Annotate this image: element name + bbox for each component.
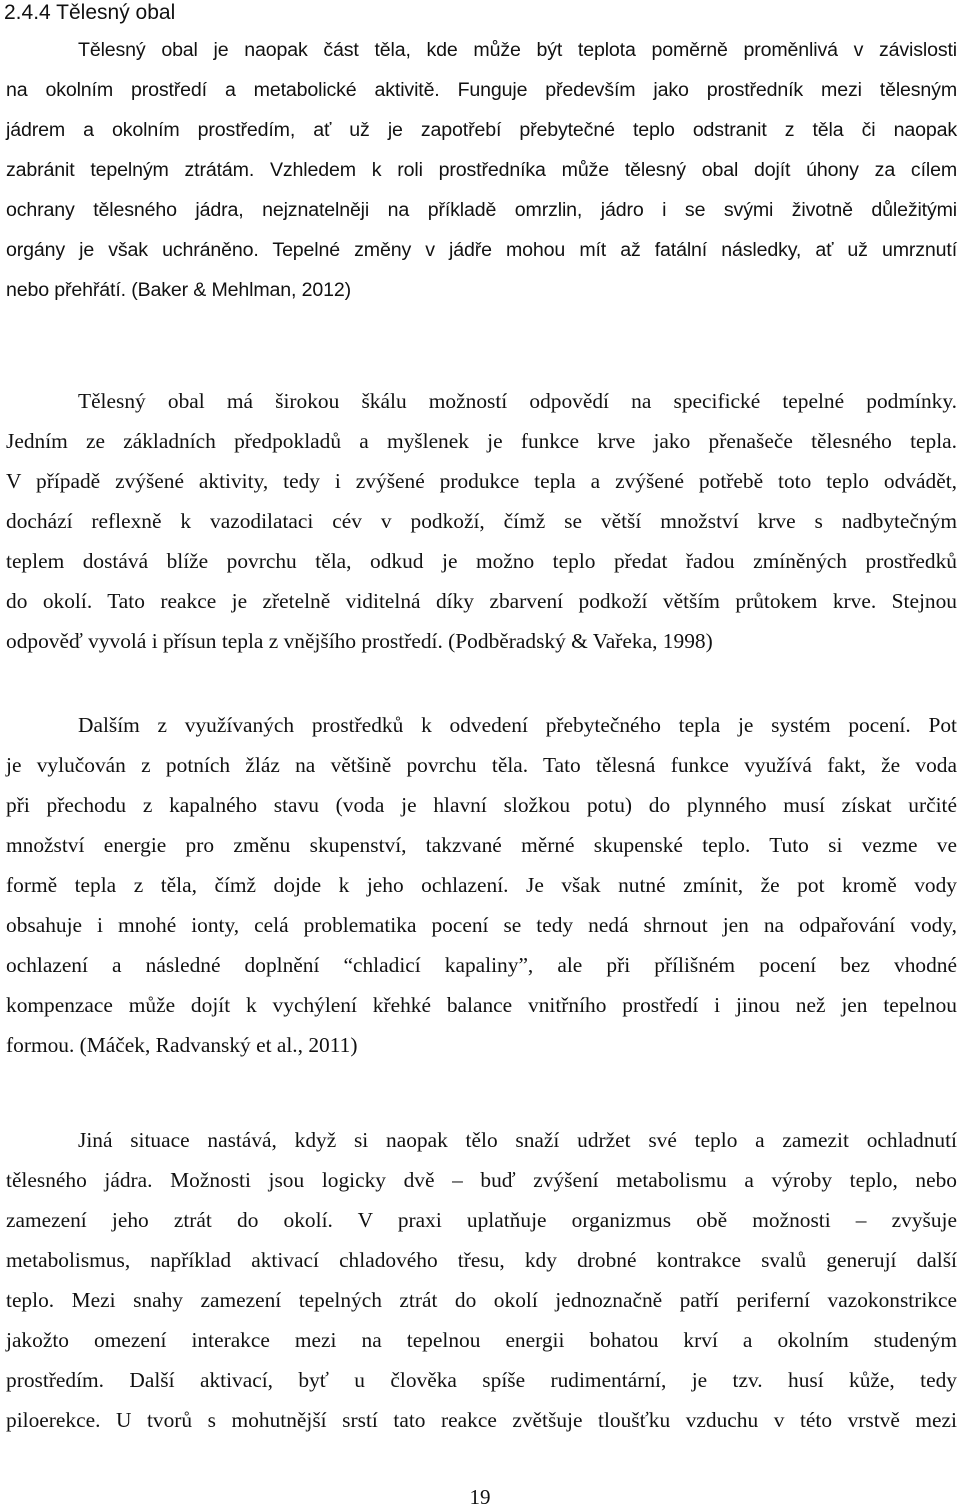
paragraph-line: kompenzace může dojít k vychýlení křehké balance vnitřního prostředí i jinou než jen tepelnou (6, 993, 957, 1017)
paragraph-4 (6, 1120, 957, 1440)
paragraph-3 (6, 705, 957, 1065)
paragraph-line: jádrem a okolním prostředím, ať už je zapotřebí přebytečné teplo odstranit z těla či naopak (6, 119, 957, 141)
paragraph-line: formou. (Máček, Radvanský et al., 2011) (6, 1033, 358, 1057)
section-heading: 2.4.4 Tělesný obal (4, 1, 176, 24)
paragraph-line: metabolismus, například aktivací chladového třesu, kdy drobné kontrakce svalů generují další (6, 1248, 957, 1272)
paragraph-line: při přechodu z kapalného stavu (voda je hlavní složkou potu) do plynného musí získat určité (6, 793, 957, 817)
paragraph-line: je vylučován z potních žláz na většině povrchu těla. Tato tělesná funkce využívá fakt, že voda (6, 753, 957, 777)
paragraph-line: tělesného jádra. Možnosti jsou logicky dvě – buď zvýšení metabolismu a výroby teplo, nebo (6, 1168, 957, 1192)
paragraph-line: jakožto omezení interakce mezi na tepelnou energii bohatou krví a okolním studeným (6, 1328, 957, 1352)
paragraph-2 (6, 381, 957, 661)
paragraph-line: V případě zvýšené aktivity, tedy i zvýšené produkce tepla a zvýšené potřebě toto teplo odvádět, (6, 469, 957, 493)
paragraph-line: ochlazení a následné doplnění “chladicí kapaliny”, ale při přílišném pocení bez vhodné (6, 953, 957, 977)
paragraph-line: teplo. Mezi snahy zamezení tepelných ztrát do okolí jednoznačně patří periferní vazokonstrikce (6, 1288, 957, 1312)
paragraph-line: množství energie pro změnu skupenství, takzvané měrné skupenské teplo. Tuto si vezme ve (6, 833, 957, 857)
paragraph-line: Dalším z využívaných prostředků k odvedení přebytečného tepla je systém pocení. Pot (78, 713, 957, 737)
paragraph-line: zabránit tepelným ztrátám. Vzhledem k roli prostředníka může tělesný obal dojít úhony za cílem (6, 159, 957, 181)
page-number: 19 (469, 1485, 491, 1509)
paragraph-line: na okolním prostředí a metabolické aktivitě. Funguje především jako prostředník mezi tělesným (6, 79, 957, 101)
paragraph-line: teplem dostává blíže povrchu těla, odkud je možno teplo předat řadou zmíněných prostředků (6, 549, 957, 573)
paragraph-1 (6, 30, 957, 310)
paragraph-line: odpověď vyvolá i přísun tepla z vnějšího prostředí. (Podběradský & Vařeka, 1998) (6, 629, 713, 653)
paragraph-line: zamezení jeho ztrát do okolí. V praxi uplatňuje organizmus obě možnosti – zvyšuje (6, 1208, 957, 1232)
paragraph-line: Tělesný obal má širokou škálu možností odpovědí na specifické tepelné podmínky. (78, 389, 957, 413)
paragraph-line: Jedním ze základních předpokladů a myšlenek je funkce krve jako přenašeče tělesného tepla. (6, 429, 957, 453)
paragraph-line: piloerekce. U tvorů s mohutnější srstí tato reakce zvětšuje tloušťku vzduchu v této vrstvě mezi (6, 1408, 957, 1432)
paragraph-line: do okolí. Tato reakce je zřetelně viditelná díky zbarvení podkoží větším průtokem krve. Stejnou (6, 589, 957, 613)
paragraph-line: ochrany tělesného jádra, nejznatelněji na příkladě omrzlin, jádro i se svými životně důležitými (6, 199, 957, 221)
paragraph-line: prostředím. Další aktivací, byť u člověka spíše rudimentární, je tzv. husí kůže, tedy (6, 1368, 957, 1392)
paragraph-line: Jiná situace nastává, když si naopak tělo snaží udržet své teplo a zamezit ochladnutí (78, 1128, 957, 1152)
paragraph-line: nebo přehřátí. (Baker & Mehlman, 2012) (6, 279, 351, 301)
paragraph-line: dochází reflexně k vazodilataci cév v podkoží, čímž se větší množství krve s nadbytečným (6, 509, 957, 533)
paragraph-line: orgány je však uchráněno. Tepelné změny v jádře mohou mít až fatální následky, ať už umrznutí (6, 239, 957, 261)
paragraph-line: obsahuje i mnohé ionty, celá problematika pocení se tedy nedá shrnout jen na odpařování vody, (6, 913, 957, 937)
paragraph-line: formě tepla z těla, čímž dojde k jeho ochlazení. Je však nutné zmínit, že pot kromě vody (6, 873, 957, 897)
paragraph-line: Tělesný obal je naopak část těla, kde může být teplota poměrně proměnlivá v závislosti (78, 39, 957, 61)
